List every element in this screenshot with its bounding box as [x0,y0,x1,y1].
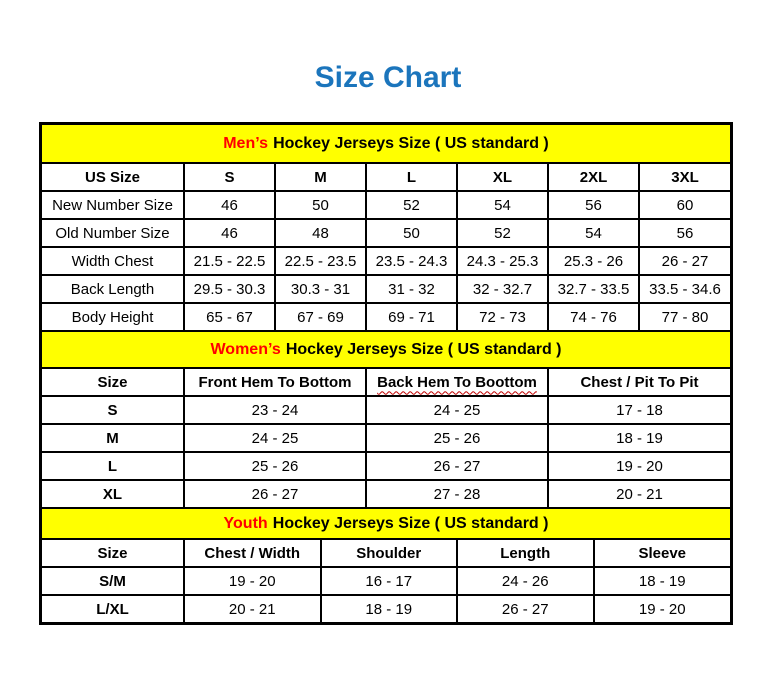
value-cell: 29.5 - 30.3 [184,275,275,303]
value-cell: 50 [366,219,457,247]
value-cell: 50 [275,191,366,219]
column-header-cell [321,540,458,567]
value-cell: 26 - 27 [366,452,548,480]
table-row [42,247,730,275]
value-cell: 18 - 19 [594,567,731,595]
column-header-cell [366,164,457,191]
value-cell: 72 - 73 [457,303,548,330]
column-header-cell [594,540,731,567]
value-cell: 26 - 27 [184,480,366,507]
row-label-cell: Old Number Size [42,219,184,247]
value-cell: 65 - 67 [184,303,275,330]
value-cell: 56 [639,219,730,247]
value-cell: 54 [548,219,639,247]
section-title-accent: Women’s [210,340,281,358]
value-cell: 60 [639,191,730,219]
column-header-label: 2XL [579,168,608,186]
row-label-cell: S/M [42,567,184,595]
value-cell: 27 - 28 [366,480,548,507]
table-row [42,303,730,330]
column-header-cell [548,164,639,191]
section-header-band [42,125,730,164]
value-cell: 19 - 20 [594,595,731,622]
value-cell: 69 - 71 [366,303,457,330]
column-header-label: Sleeve [638,544,687,562]
mens-size-table [42,164,730,330]
column-header-cell [42,164,184,191]
column-header-label: L [406,168,417,186]
value-cell: 18 - 19 [321,595,458,622]
section-header-band [42,507,730,540]
row-label-cell: Back Length [42,275,184,303]
value-cell: 67 - 69 [275,303,366,330]
value-cell: 77 - 80 [639,303,730,330]
column-header-label: 3XL [671,168,699,186]
column-header-cell [548,369,730,396]
value-cell: 33.5 - 34.6 [639,275,730,303]
value-cell: 24.3 - 25.3 [457,247,548,275]
value-cell: 54 [457,191,548,219]
size-chart-tables [39,122,733,625]
value-cell: 20 - 21 [548,480,730,507]
value-cell: 52 [457,219,548,247]
table-row [42,567,730,595]
section-title-accent: Youth [223,514,268,532]
column-header-cell [457,540,594,567]
section-title-text: Hockey Jerseys Size ( US standard ) [272,514,549,532]
column-header-label: Shoulder [356,544,422,562]
value-cell: 16 - 17 [321,567,458,595]
row-label-cell: L/XL [42,595,184,622]
column-header-label: XL [492,168,513,186]
value-cell: 74 - 76 [548,303,639,330]
mens-size-table-section [42,125,730,330]
value-cell: 20 - 21 [184,595,321,622]
column-header-cell [184,369,366,396]
womens-size-table [42,369,730,507]
table-row [42,424,730,452]
table-row [42,275,730,303]
value-cell: 46 [184,191,275,219]
value-cell: 22.5 - 23.5 [275,247,366,275]
page-title: Size Chart [314,61,462,94]
header-row [42,164,730,191]
table-row [42,219,730,247]
value-cell: 26 - 27 [639,247,730,275]
value-cell: 30.3 - 31 [275,275,366,303]
value-cell: 56 [548,191,639,219]
value-cell: 26 - 27 [457,595,594,622]
section-title-text: Hockey Jerseys Size ( US standard ) [273,134,549,152]
table-row [42,480,730,507]
column-header-cell [42,540,184,567]
value-cell: 25.3 - 26 [548,247,639,275]
column-header-label: M [314,168,327,186]
section-header-band [42,330,730,369]
value-cell: 46 [184,219,275,247]
column-header-cell [42,369,184,396]
column-header-cell [275,164,366,191]
column-header-cell [457,164,548,191]
header-row [42,540,730,567]
value-cell: 19 - 20 [548,452,730,480]
table-row [42,191,730,219]
table-row [42,595,730,622]
table-row [42,396,730,424]
value-cell: 18 - 19 [548,424,730,452]
youth-size-table [42,540,730,622]
section-title-text: Hockey Jerseys Size ( US standard ) [285,340,562,358]
column-header-cell [184,164,275,191]
column-header-label: Chest / Width [204,544,301,562]
value-cell: 25 - 26 [366,424,548,452]
youth-size-table-section [42,507,730,622]
table-row [42,452,730,480]
column-header-label: Size [97,544,128,562]
value-cell: 25 - 26 [184,452,366,480]
row-label-cell: New Number Size [42,191,184,219]
value-cell: 52 [366,191,457,219]
row-label-cell: Body Height [42,303,184,330]
value-cell: 31 - 32 [366,275,457,303]
value-cell: 19 - 20 [184,567,321,595]
column-header-cell [366,369,548,396]
value-cell: 23.5 - 24.3 [366,247,457,275]
column-header-label: Back Hem To Boottom [377,373,537,391]
column-header-cell [639,164,730,191]
value-cell: 24 - 25 [184,424,366,452]
row-label-cell: Width Chest [42,247,184,275]
column-header-cell [184,540,321,567]
column-header-label: US Size [84,168,141,186]
value-cell: 23 - 24 [184,396,366,424]
value-cell: 48 [275,219,366,247]
value-cell: 17 - 18 [548,396,730,424]
value-cell: 32 - 32.7 [457,275,548,303]
section-title-accent: Men’s [223,134,268,152]
header-row [42,369,730,396]
column-header-label: S [224,168,235,186]
value-cell: 24 - 26 [457,567,594,595]
column-header-label: Front Hem To Bottom [198,373,352,391]
value-cell: 24 - 25 [366,396,548,424]
womens-size-table-section [42,330,730,507]
row-label-cell: XL [42,480,184,507]
value-cell: 21.5 - 22.5 [184,247,275,275]
column-header-label: Length [500,544,551,562]
row-label-cell: S [42,396,184,424]
value-cell: 32.7 - 33.5 [548,275,639,303]
column-header-label: Chest / Pit To Pit [580,373,699,391]
row-label-cell: L [42,452,184,480]
row-label-cell: M [42,424,184,452]
column-header-label: Size [97,373,128,391]
